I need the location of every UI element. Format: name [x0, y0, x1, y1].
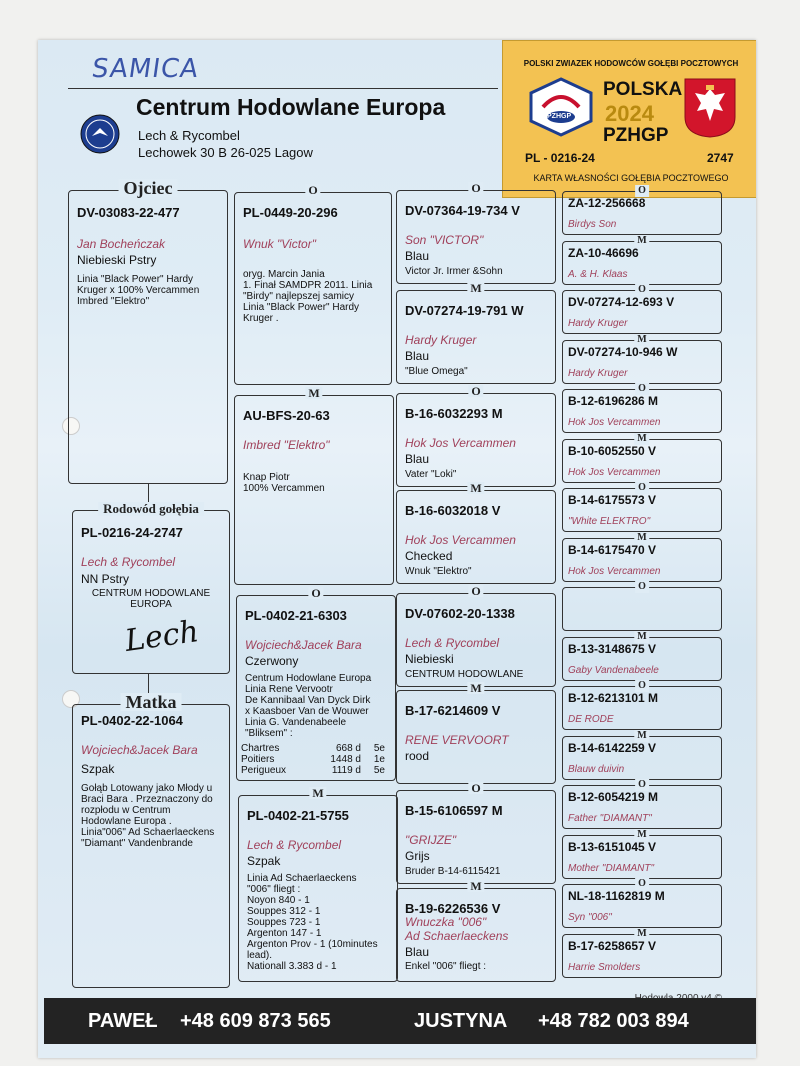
mother-ring: PL-0402-22-1064: [81, 713, 183, 728]
grandparent-color: Czerwony: [245, 654, 299, 668]
grandparent-2: M AU-BFS-20-63 Imbred "Elektro" Knap Piotr 100% Vercammen: [234, 395, 394, 585]
ggp-info: Wnuk "Elektro": [405, 566, 472, 577]
gggp-ring: B-14-6175573 V: [568, 493, 657, 507]
gggp-breeder: Syn "006": [568, 912, 612, 923]
gggp-ring: B-14-6142259 V: [568, 741, 657, 755]
great-grandparent-7: O B-15-6106597 M "GRIJZE" Grijs Bruder B-14-6115421: [396, 790, 556, 884]
ggp-color: rood: [405, 749, 430, 763]
gg-grandparent-16: M B-17-6258657 V Harrie Smolders: [562, 934, 722, 978]
father-info: Linia "Black Power" Hardy Kruger x 100% Vercammen Imbred "Elektro": [77, 274, 200, 307]
ggp-color: Grijs: [405, 849, 430, 863]
grandparent-color: Szpak: [247, 854, 281, 868]
ggp-color: Checked: [405, 549, 453, 563]
ggp-ring: B-15-6106597 M: [405, 803, 503, 818]
grandparent-breeder: Wojciech&Jacek Bara: [245, 638, 362, 652]
badge-ring: PL - 0216-24: [525, 151, 595, 165]
grandparent-3: O PL-0402-21-6303 Wojciech&Jacek Bara Czerwony Centrum Hodowlane Europa Linia Rene Vervootr De Kannibaal Van Dyck Dirk x Kaasboer Van de Wouwer Linia G. Vandenabeele "Bliksem" : Chartres 668 d 5e Poitiers 1448 d 1e Perigueux 1119 d 5e: [236, 595, 396, 781]
ggp-ring: DV-07364-19-734 V: [405, 203, 520, 218]
gg-grandparent-12: M B-14-6142259 V Blauw duivin: [562, 736, 722, 780]
ggp-info: CENTRUM HODOWLANE: [405, 669, 524, 680]
grandparent-ring: PL-0402-21-5755: [247, 808, 349, 823]
gg-grandparent-9: O: [562, 587, 722, 631]
badge-number: 2747: [707, 151, 734, 165]
gggp-breeder: A. & H. Klaas: [568, 269, 628, 280]
grandparent-ring: AU-BFS-20-63: [243, 408, 330, 423]
gg-grandparent-4: M DV-07274-10-946 W Hardy Kruger: [562, 340, 722, 384]
gg-grandparent-1: O ZA-12-256668 Birdys Son: [562, 191, 722, 235]
gggp-breeder: "White ELEKTRO": [568, 516, 651, 527]
great-grandparent-2: M DV-07274-19-791 W Hardy Kruger Blau "Blue Omega": [396, 290, 556, 384]
signature: Lech: [122, 614, 201, 659]
ggp-info: Enkel "006" fliegt :: [405, 961, 487, 972]
ggp-breeder: Hok Jos Vercammen: [405, 436, 516, 450]
polish-eagle-emblem: [683, 77, 737, 139]
ggp-color: Blau: [405, 945, 430, 959]
gggp-ring: B-12-6054219 M: [568, 790, 659, 804]
gg-grandparent-11: O B-12-6213101 M DE RODE: [562, 686, 722, 730]
grandparent-breeder: Wnuk "Victor": [243, 237, 316, 251]
gg-grandparent-2: M ZA-10-46696 A. & H. Klaas: [562, 241, 722, 285]
ggp-ring: B-16-6032293 M: [405, 406, 503, 421]
mother-color: Szpak: [81, 762, 115, 776]
father-ring: DV-03083-22-477: [77, 205, 180, 220]
contact2-phone: +48 782 003 894: [538, 1010, 689, 1032]
contact1-phone: +48 609 873 565: [180, 1010, 331, 1032]
breeder-owner: Lech & Rycombel: [138, 128, 240, 143]
gggp-ring: B-17-6258657 V: [568, 939, 657, 953]
footer-contacts: [44, 998, 756, 1044]
badge-logo-text: PZHGP: [547, 113, 572, 120]
ggp-breeder: Wnuczka "006": [405, 915, 487, 929]
mother-caption: Matka: [121, 693, 182, 711]
great-grandparent-8: M B-19-6226536 V Wnuczka "006" Ad Schaerlaeckens Blau Enkel "006" fliegt :: [396, 888, 556, 982]
badge-abbr: PZHGP: [603, 125, 669, 146]
gggp-ring: DV-07274-10-946 W: [568, 345, 678, 359]
grandparent-4: M PL-0402-21-5755 Lech & Rycombel Szpak Linia Ad Schaerlaeckens "006" fliegt : Noyon 840 - 1 Souppes 312 - 1 Souppes 723 - 1 Argenton 147 - 1 Argenton Prov - 1 (10minutes lead). Nationall 3.383 d - 1: [238, 795, 398, 982]
gggp-breeder: DE RODE: [568, 714, 614, 725]
ggp-breeder: Hardy Kruger: [405, 333, 477, 347]
gg-grandparent-8: M B-14-6175470 V Hok Jos Vercammen: [562, 538, 722, 582]
breeder-title: Centrum Hodowlane Europa: [136, 94, 446, 120]
ggp-color: Blau: [405, 349, 430, 363]
gggp-ring: ZA-12-256668: [568, 196, 646, 210]
subject-box: [72, 501, 230, 674]
gggp-breeder: Blauw duivin: [568, 764, 625, 775]
gg-grandparent-6: M B-10-6052550 V Hok Jos Vercammen: [562, 439, 722, 483]
subject-color: NN Pstry: [81, 572, 129, 586]
subject-ring: PL-0216-24-2747: [81, 525, 183, 540]
gggp-breeder: Gaby Vandenabeele: [568, 665, 659, 676]
gg-grandparent-10: M B-13-3148675 V Gaby Vandenabeele: [562, 637, 722, 681]
race-row: Perigueux 1119 d 5e: [241, 765, 385, 776]
ggp-breeder-2: Ad Schaerlaeckens: [405, 929, 509, 943]
gggp-ring: NL-18-1162819 M: [568, 889, 665, 903]
ggp-ring: DV-07602-20-1338: [405, 606, 515, 621]
ggp-info: Victor Jr. Irmer &Sohn: [405, 266, 503, 277]
contact2-name: JUSTYNA: [414, 1010, 508, 1032]
badge-country: POLSKA: [603, 79, 683, 100]
subject-breeder: Lech & Rycombel: [81, 555, 176, 569]
badge-card-title: KARTA WŁASNOŚCI GOŁĘBIA POCZTOWEGO: [533, 173, 729, 183]
grandparent-breeder: Lech & Rycombel: [247, 838, 342, 852]
race-results: [241, 743, 391, 776]
ggp-color: Blau: [405, 249, 430, 263]
gg-grandparent-14: M B-13-6151045 V Mother "DIAMANT": [562, 835, 722, 879]
grandparent-info: oryg. Marcin Jania 1. Finał SAMDPR 2011. Linia "Birdy" najlepszej samicy Linia "Black Power" Hardy Kruger .: [243, 269, 373, 324]
grandparent-breeder: Imbred "Elektro": [243, 438, 330, 452]
father-caption: Ojciec: [119, 179, 178, 197]
pedigree-card: [38, 40, 756, 1058]
header-divider: [68, 88, 498, 89]
gggp-ring: B-13-6151045 V: [568, 840, 657, 854]
ggp-breeder: RENE VERVOORT: [405, 733, 509, 747]
gggp-breeder: Hok Jos Vercammen: [568, 467, 661, 478]
ggp-breeder: Son "VICTOR": [405, 233, 484, 247]
ggp-info: Vater "Loki": [405, 469, 457, 480]
father-breeder: Jan Bocheńczak: [77, 237, 166, 251]
mother-info: Gołąb Lotowany jako Młody u Braci Bara . Przeznaczony do rozpłodu w Centrum Hodowlane Europa . Linia"006" Ad Schaerlaeckens "Diamant" Vandenbrande: [81, 783, 215, 849]
ggp-ring: B-19-6226536 V: [405, 901, 501, 916]
great-grandparent-5: O DV-07602-20-1338 Lech & Rycombel Niebieski CENTRUM HODOWLANE: [396, 593, 556, 687]
ggp-ring: DV-07274-19-791 W: [405, 303, 524, 318]
pzhgp-logo: [529, 77, 593, 137]
great-grandparent-6: M B-17-6214609 V RENE VERVOORT rood: [396, 690, 556, 784]
father-color: Niebieski Pstry: [77, 253, 157, 267]
gggp-breeder: Mother "DIAMANT": [568, 863, 655, 874]
gggp-breeder: Harrie Smolders: [568, 962, 641, 973]
gg-grandparent-5: O B-12-6196286 M Hok Jos Vercammen: [562, 389, 722, 433]
contact1-name: PAWEŁ: [88, 1010, 158, 1032]
ggp-breeder: "GRIJZE": [405, 833, 457, 847]
great-grandparent-3: O B-16-6032293 M Hok Jos Vercammen Blau Vater "Loki": [396, 393, 556, 487]
gggp-breeder: Birdys Son: [568, 219, 617, 230]
subject-info: CENTRUM HODOWLANE EUROPA: [91, 588, 211, 610]
gggp-ring: DV-07274-12-693 V: [568, 295, 675, 309]
gggp-ring: B-10-6052550 V: [568, 444, 657, 458]
grandparent-info: Knap Piotr 100% Vercammen: [243, 472, 325, 494]
breeder-logo: [80, 114, 120, 154]
ggp-breeder: Lech & Rycombel: [405, 636, 500, 650]
gg-grandparent-7: O B-14-6175573 V "White ELEKTRO": [562, 488, 722, 532]
gggp-ring: B-12-6213101 M: [568, 691, 659, 705]
grandparent-info: Linia Ad Schaerlaeckens "006" fliegt : Noyon 840 - 1 Souppes 312 - 1 Souppes 723 - 1 Argenton 147 - 1 Argenton Prov - 1 (10minutes lead). Nationall 3.383 d - 1: [247, 873, 378, 972]
race-row: Chartres 668 d 5e: [241, 743, 385, 754]
gggp-breeder: Hok Jos Vercammen: [568, 566, 661, 577]
grandparent-ring: PL-0402-21-6303: [245, 608, 347, 623]
gg-grandparent-13: O B-12-6054219 M Father "DIAMANT": [562, 785, 722, 829]
gggp-ring: B-14-6175470 V: [568, 543, 657, 557]
gg-grandparent-3: O DV-07274-12-693 V Hardy Kruger: [562, 290, 722, 334]
great-grandparent-4: M B-16-6032018 V Hok Jos Vercammen Checked Wnuk "Elektro": [396, 490, 556, 584]
gggp-ring: ZA-10-46696: [568, 246, 639, 260]
handwritten-note: SAMICA: [89, 54, 201, 84]
breeder-address: Lechowek 30 B 26-025 Lagow: [138, 145, 313, 160]
gggp-ring: B-13-3148675 V: [568, 642, 657, 656]
ownership-badge: [502, 40, 756, 198]
subject-caption: Rodowód gołębia: [98, 502, 204, 516]
gg-grandparent-15: O NL-18-1162819 M Syn "006": [562, 884, 722, 928]
gggp-ring: B-12-6196286 M: [568, 394, 659, 408]
ggp-breeder: Hok Jos Vercammen: [405, 533, 516, 547]
ggp-ring: B-17-6214609 V: [405, 703, 501, 718]
father-box: [68, 178, 228, 484]
badge-org: POLSKI ZWIAZEK HODOWCÓW GOŁĘBI POCZTOWYCH: [523, 59, 739, 68]
gggp-breeder: Hardy Kruger: [568, 368, 628, 379]
gggp-breeder: Hok Jos Vercammen: [568, 417, 661, 428]
ggp-info: Bruder B-14-6115421: [405, 866, 501, 877]
mother-breeder: Wojciech&Jacek Bara: [81, 743, 198, 757]
grandparent-1: O PL-0449-20-296 Wnuk "Victor" oryg. Marcin Jania 1. Finał SAMDPR 2011. Linia "Birdy" najlepszej samicy Linia "Black Power" Hardy Kruger .: [234, 192, 392, 385]
ggp-color: Blau: [405, 452, 430, 466]
grandparent-info: Centrum Hodowlane Europa Linia Rene Vervootr De Kannibaal Van Dyck Dirk x Kaasboer Van de Wouwer Linia G. Vandenabeele "Bliksem" :: [245, 673, 372, 739]
gggp-breeder: Father "DIAMANT": [568, 813, 652, 824]
ggp-ring: B-16-6032018 V: [405, 503, 501, 518]
gggp-breeder: Hardy Kruger: [568, 318, 628, 329]
mother-box: [72, 692, 230, 988]
race-row: Poitiers 1448 d 1e: [241, 754, 385, 765]
ggp-info: "Blue Omega": [405, 366, 468, 377]
grandparent-ring: PL-0449-20-296: [243, 205, 338, 220]
badge-year: 2024: [605, 101, 654, 126]
great-grandparent-1: O DV-07364-19-734 V Son "VICTOR" Blau Victor Jr. Irmer &Sohn: [396, 190, 556, 284]
ggp-color: Niebieski: [405, 652, 454, 666]
